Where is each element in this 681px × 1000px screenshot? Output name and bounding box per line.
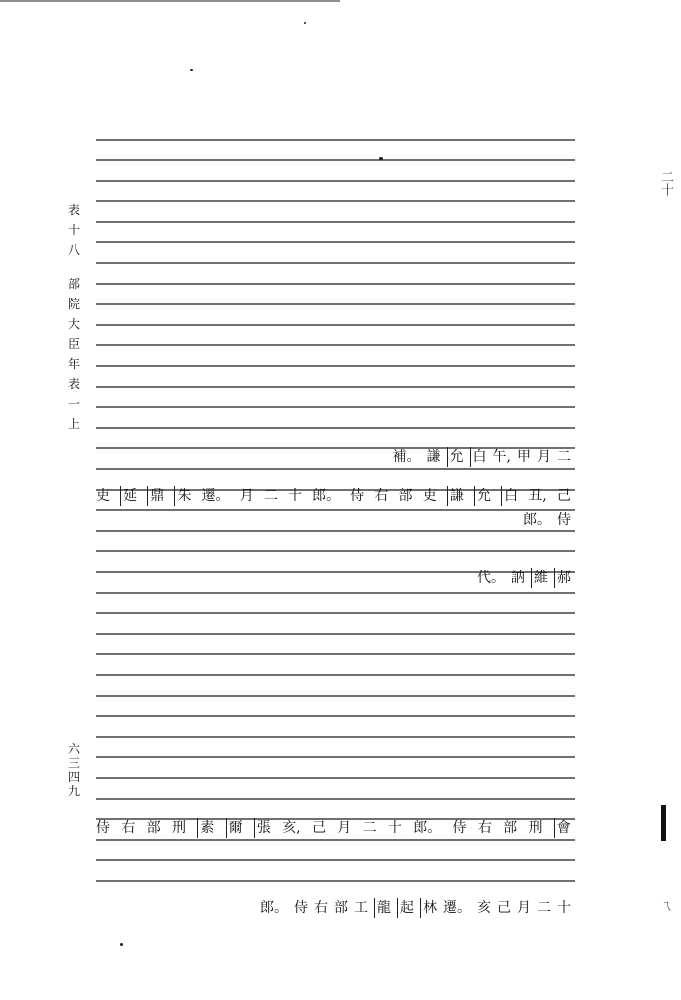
glyph: 右 (314, 900, 328, 916)
glyph: 九 (67, 784, 80, 798)
edge-mark-bottom: ㄟ (660, 899, 674, 914)
glyph: 部 (398, 488, 413, 504)
glyph: 二 (263, 488, 278, 504)
glyph: 補。 (392, 449, 421, 465)
glyph: 謙 (447, 486, 464, 506)
glyph: 侍 (96, 820, 110, 836)
glyph: 月 (537, 449, 551, 465)
glyph: 部 (334, 900, 348, 916)
glyph: 午, (492, 449, 511, 465)
glyph: 侍 (350, 488, 365, 504)
glyph: 延 (120, 486, 137, 506)
glyph: 八 (67, 243, 80, 257)
glyph: 侍 (294, 900, 308, 916)
ink-speck (190, 69, 193, 71)
glyph: 吏 (96, 488, 110, 504)
glyph: 素 (197, 818, 214, 838)
glyph: 郝 (554, 568, 571, 588)
glyph: 院 (67, 297, 80, 311)
glyph: 鼎 (147, 486, 164, 506)
margin-title (66, 200, 82, 434)
glyph: 謙 (426, 449, 441, 465)
glyph: 訥 (511, 570, 525, 586)
glyph: 龍 (374, 898, 391, 918)
glyph: 侍 (557, 512, 571, 528)
glyph: 亥 (477, 900, 491, 916)
entry-row (96, 818, 571, 838)
glyph: 表 (67, 203, 80, 217)
glyph: 侍 (452, 820, 467, 836)
glyph: 右 (477, 820, 492, 836)
glyph: 郎。 (523, 512, 551, 528)
entry-row (523, 510, 571, 530)
entry-row (477, 568, 571, 588)
edge-mark-top: 二十 (658, 170, 673, 196)
glyph: 六 (67, 742, 80, 756)
glyph: 遷。 (443, 900, 471, 916)
ink-speck (120, 943, 123, 946)
glyph: 起 (397, 898, 414, 918)
glyph: 三 (67, 756, 80, 770)
glyph: 月 (517, 900, 531, 916)
glyph: 部 (67, 277, 80, 291)
glyph: 爾 (226, 818, 243, 838)
glyph: 上 (67, 417, 80, 431)
glyph: 朱 (174, 486, 191, 506)
glyph: 刑 (528, 820, 543, 836)
glyph: 十 (67, 223, 80, 237)
glyph: 二 (557, 449, 571, 465)
glyph: 丑, (528, 488, 547, 504)
glyph: 張 (254, 818, 271, 838)
glyph: 十 (557, 900, 571, 916)
glyph: 工 (354, 900, 368, 916)
glyph: 亥, (282, 820, 301, 836)
glyph: 年 (67, 357, 80, 371)
glyph: 右 (374, 488, 389, 504)
glyph: 己 (556, 488, 571, 504)
glyph: 十 (387, 820, 402, 836)
glyph: 月 (239, 488, 254, 504)
entry-row (260, 898, 571, 918)
glyph: 二 (362, 820, 377, 836)
glyph: 臣 (67, 337, 80, 351)
glyph: 甲 (517, 449, 531, 465)
glyph: 四 (67, 770, 80, 784)
scan-edge-bar (661, 805, 666, 841)
glyph: 允 (474, 486, 491, 506)
glyph: 右 (121, 820, 136, 836)
glyph: 部 (146, 820, 161, 836)
glyph: 己 (311, 820, 326, 836)
glyph: 郎。 (260, 900, 288, 916)
glyph: 允 (447, 447, 464, 467)
glyph: 郎。 (413, 820, 442, 836)
glyph: 表 (67, 377, 80, 391)
glyph: 白 (470, 447, 487, 467)
glyph: 己 (497, 900, 511, 916)
page-number (66, 742, 82, 798)
glyph: 遷。 (201, 488, 230, 504)
glyph: 郎。 (312, 488, 341, 504)
glyph: 林 (420, 898, 437, 918)
glyph: 白 (501, 486, 518, 506)
glyph: 二 (537, 900, 551, 916)
glyph: 大 (67, 317, 80, 331)
glyph: 刑 (171, 820, 186, 836)
glyph: 月 (337, 820, 352, 836)
ink-speck (379, 157, 383, 160)
ink-speck (304, 22, 306, 24)
glyph: 十 (287, 488, 302, 504)
entry-row (393, 447, 571, 467)
glyph: 代。 (477, 570, 505, 586)
glyph: 維 (531, 568, 548, 588)
glyph: 部 (503, 820, 518, 836)
glyph: 一 (67, 397, 80, 411)
entry-row (96, 486, 571, 506)
glyph: 會 (554, 818, 571, 838)
glyph: 吏 (422, 488, 437, 504)
